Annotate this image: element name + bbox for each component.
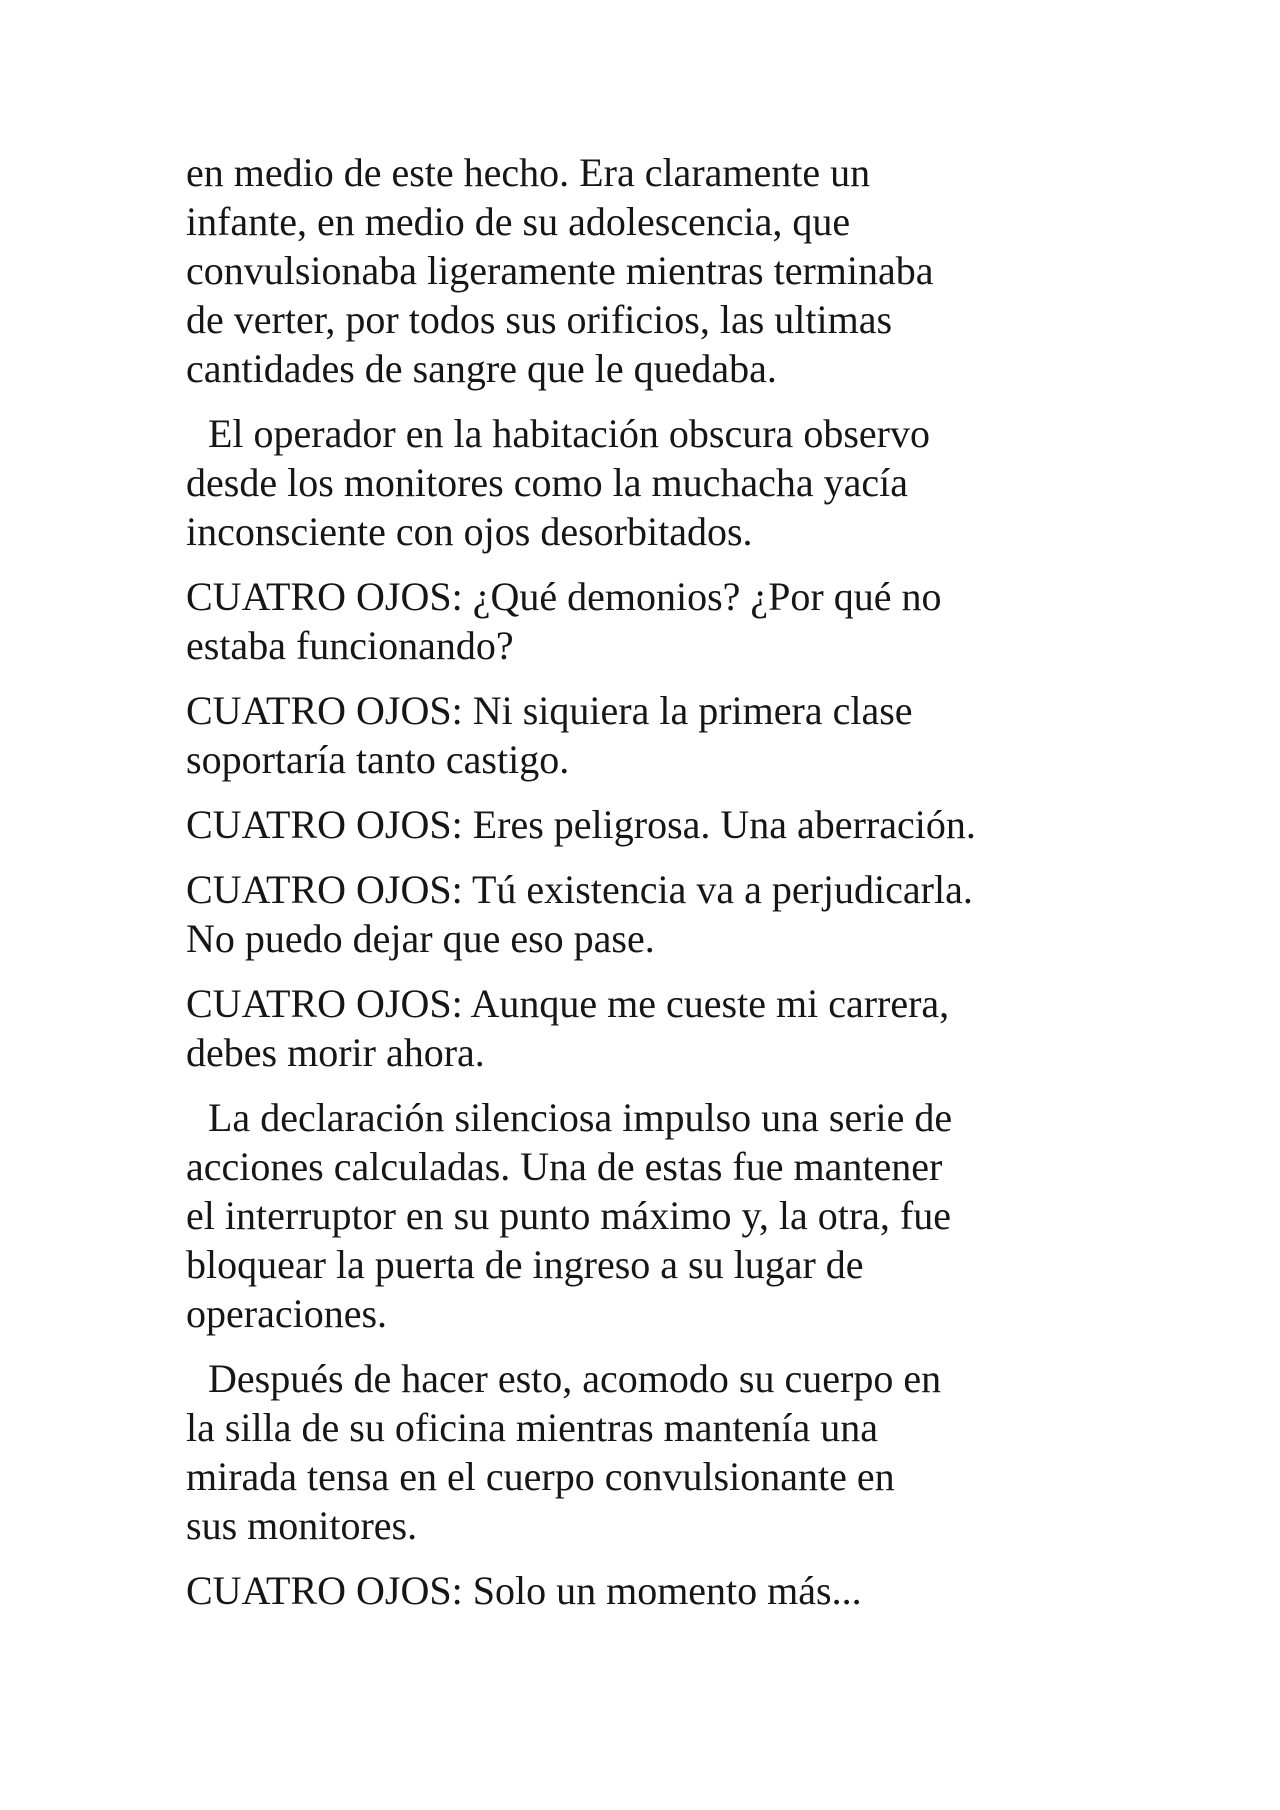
narration-paragraph: El operador en la habitación obscura observo desde los monitores como la muchacha yacía inconsciente con ojos desorbitados. — [186, 411, 930, 554]
dialogue-line: CUATRO OJOS: Aunque me cueste mi carrera, debes morir ahora. — [186, 981, 950, 1075]
narration-paragraph: Después de hacer esto, acomodo su cuerpo en la silla de su oficina mientras mantenía una mirada tensa en el cuerpo convulsionante en sus monitores. — [186, 1356, 942, 1548]
dialogue-line: CUATRO OJOS: Ni siquiera la primera clase soportaría tanto castigo. — [186, 688, 913, 782]
dialogue-line: CUATRO OJOS: Eres peligrosa. Una aberración. — [186, 802, 976, 847]
dialogue-line: CUATRO OJOS: Tú existencia va a perjudicarla. No puedo dejar que eso pase. — [186, 867, 973, 961]
dialogue-line: CUATRO OJOS: Solo un momento más... — [186, 1568, 862, 1613]
dialogue-line: CUATRO OJOS: ¿Qué demonios? ¿Por qué no estaba funcionando? — [186, 574, 942, 668]
narration-paragraph: La declaración silenciosa impulso una serie de acciones calculadas. Una de estas fue mantener el interruptor en su punto máximo y, la otra, fue bloquear la puerta de ingreso a su lugar de operaciones. — [186, 1095, 953, 1336]
narration-paragraph: en medio de este hecho. Era claramente un infante, en medio de su adolescencia, que convulsionaba ligeramente mientras terminaba de verter, por todos sus orificios, las ultimas cantidades de sangre que le quedaba. — [186, 150, 934, 391]
